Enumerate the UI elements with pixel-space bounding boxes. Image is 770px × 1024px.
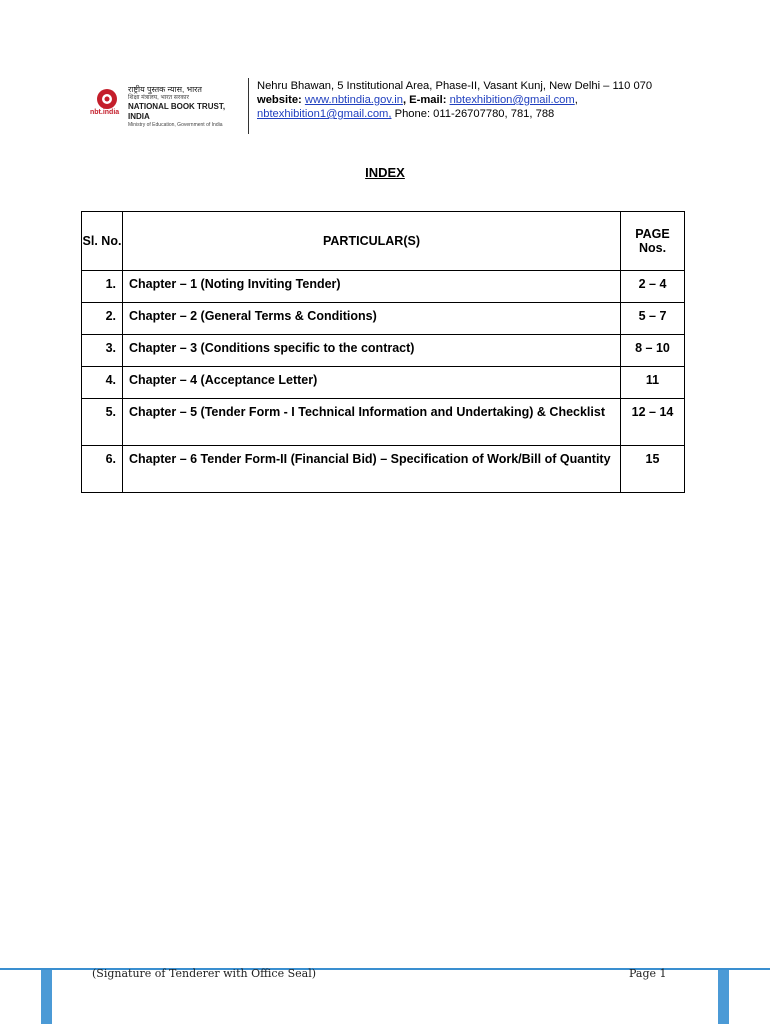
row-page: 12 – 14	[621, 399, 685, 446]
table-row	[82, 271, 685, 303]
footer-bar-left	[41, 970, 52, 1024]
header-divider	[248, 78, 249, 134]
index-table	[81, 211, 685, 493]
row-particular: Chapter – 4 (Acceptance Letter)	[123, 367, 621, 399]
website-label: website:	[257, 94, 302, 106]
logo-subtitle: Ministry of Education, Government of India	[128, 122, 223, 128]
footer-signature: (Signature of Tenderer with Office Seal)	[92, 967, 317, 980]
logo-brand: nbt.india	[90, 109, 120, 116]
table-row	[82, 399, 685, 446]
website-link[interactable]: www.nbtindia.gov.in	[304, 94, 403, 106]
row-page: 5 – 7	[621, 303, 685, 335]
contact-block	[257, 79, 652, 121]
row-particular: Chapter – 1 (Noting Inviting Tender)	[123, 271, 621, 303]
table-row	[82, 303, 685, 335]
email-phone-line	[257, 107, 652, 121]
logo-title: NATIONAL BOOK TRUST, INDIA	[128, 102, 226, 121]
row-sl: 5.	[82, 399, 123, 446]
header-page-nos: PAGE Nos.	[621, 212, 685, 271]
email-label: , E-mail:	[402, 94, 447, 106]
table-row	[82, 367, 685, 399]
footer-page-number: Page 1	[629, 967, 667, 980]
email-link-2[interactable]: nbtexhibition1@gmail.com,	[257, 108, 392, 120]
logo-hindi-name: राष्ट्रीय पुस्तक न्यास, भारत	[128, 85, 202, 94]
footer-bar-right	[718, 970, 729, 1024]
address-line: Nehru Bhawan, 5 Institutional Area, Phase-II, Vasant Kunj, New Delhi – 110 070	[257, 80, 653, 92]
row-sl: 6.	[82, 446, 123, 493]
header-sl-no: Sl. No.	[82, 212, 123, 271]
logo-hindi-ministry: शिक्षा मंत्रालय, भारत सरकार	[128, 95, 189, 101]
web-email-line	[257, 93, 652, 107]
row-particular: Chapter – 6 Tender Form-II (Financial Bid) – Specification of Work/Bill of Quantity	[123, 446, 621, 493]
row-page: 8 – 10	[621, 335, 685, 367]
row-particular: Chapter – 3 (Conditions specific to the contract)	[123, 335, 621, 367]
table-row	[82, 446, 685, 493]
index-title: INDEX	[365, 165, 405, 180]
row-particular: Chapter – 5 (Tender Form - I Technical Information and Undertaking) & Checklist	[123, 399, 621, 446]
row-sl: 1.	[82, 271, 123, 303]
nbt-logo	[90, 83, 240, 128]
table-row	[82, 335, 685, 367]
email-link-1[interactable]: nbtexhibition@gmail.com	[449, 94, 575, 106]
phone-text: Phone: 011-26707780, 781, 788	[391, 108, 555, 120]
row-page: 2 – 4	[621, 271, 685, 303]
comma: ,	[574, 94, 578, 106]
row-page: 11	[621, 367, 685, 399]
row-page: 15	[621, 446, 685, 493]
row-sl: 3.	[82, 335, 123, 367]
row-sl: 4.	[82, 367, 123, 399]
row-particular: Chapter – 2 (General Terms & Conditions)	[123, 303, 621, 335]
header-particulars: PARTICULAR(S)	[123, 212, 621, 271]
row-sl: 2.	[82, 303, 123, 335]
table-header-row	[82, 212, 685, 271]
